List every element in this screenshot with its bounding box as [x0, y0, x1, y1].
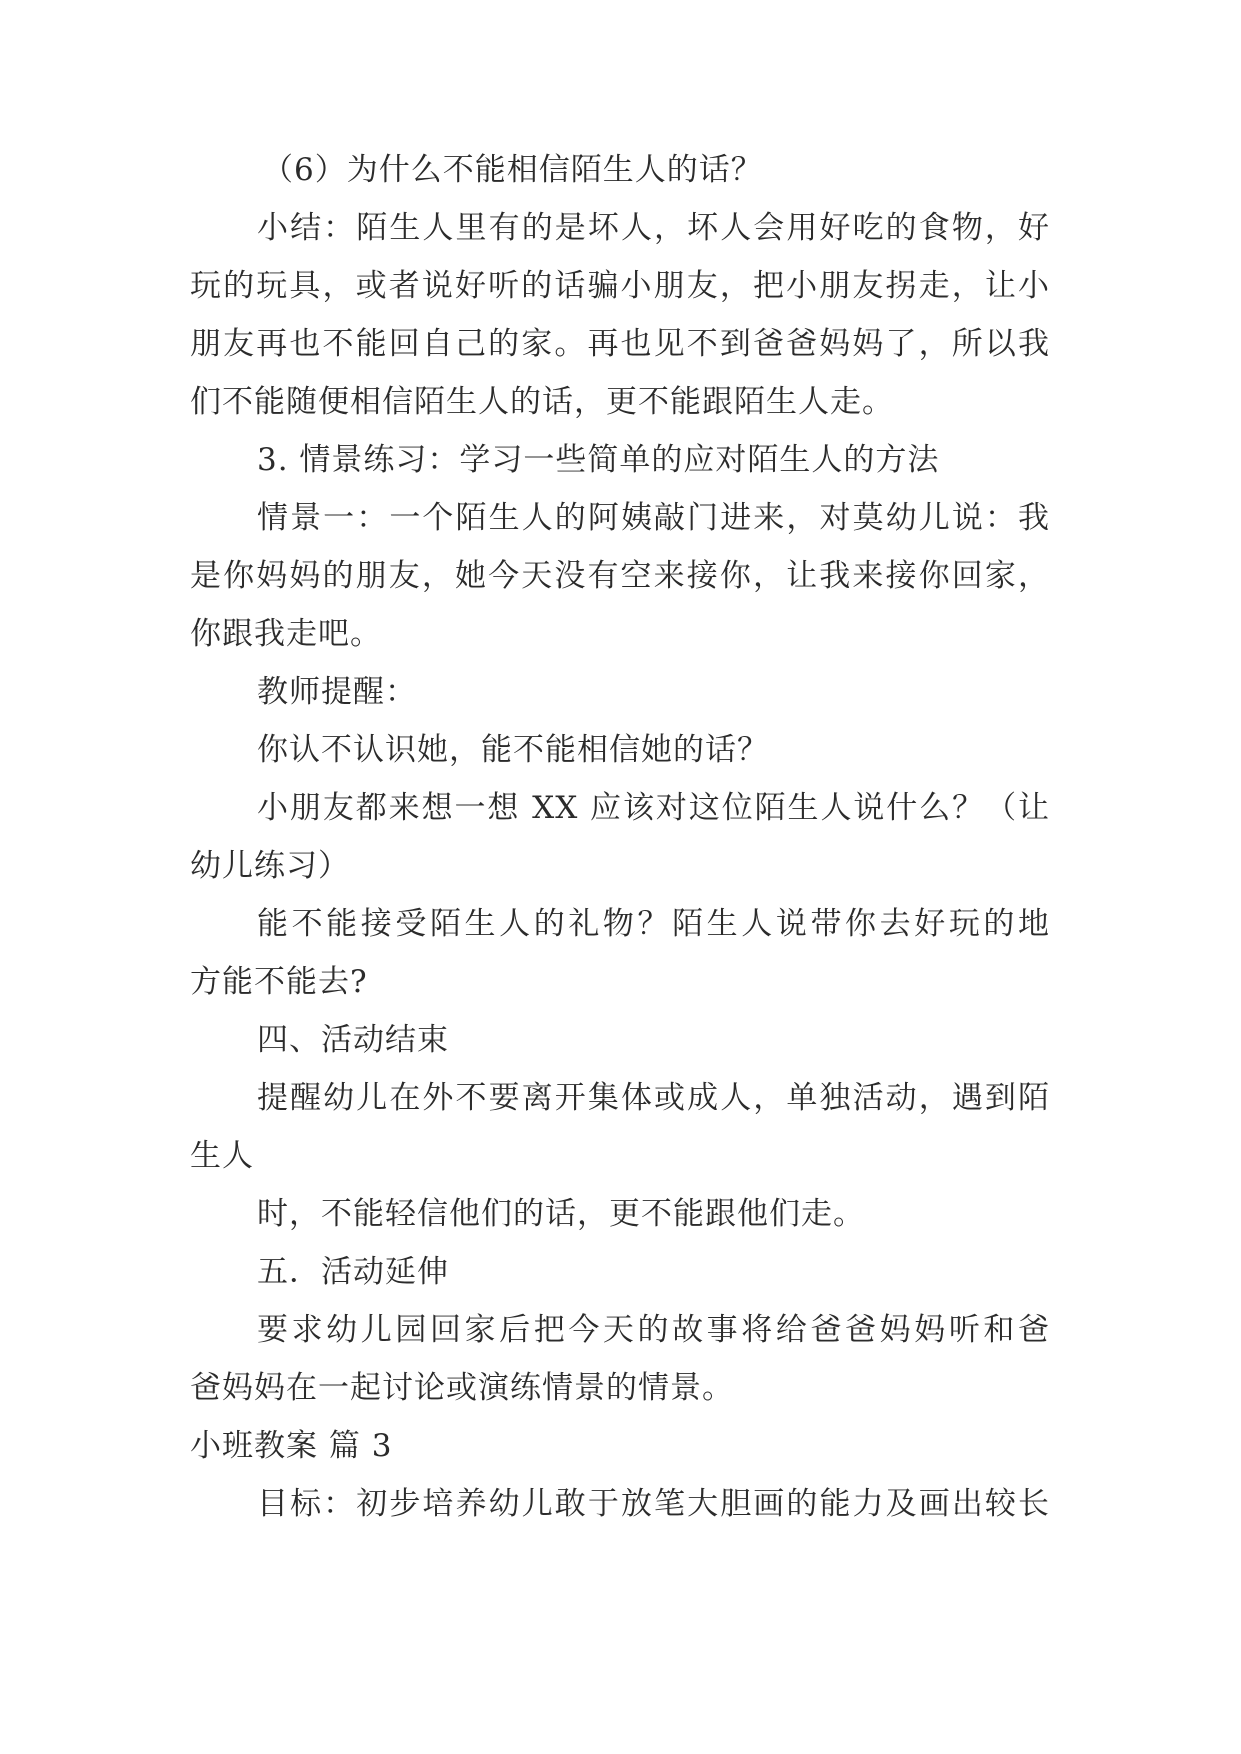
text-line: 是你妈妈的朋友，她今天没有空来接你，让我来接你回家，: [190, 558, 1050, 594]
text-line: 能不能接受陌生人的礼物？陌生人说带你去好玩的地: [257, 906, 1050, 942]
section-heading: 五．活动延伸: [257, 1254, 449, 1290]
section-heading: 四、活动结束: [257, 1022, 449, 1058]
text-line: 目标：初步培养幼儿敢于放笔大胆画的能力及画出较长: [257, 1486, 1050, 1522]
text-line: 教师提醒：: [257, 674, 417, 710]
text-line: 要求幼儿园回家后把今天的故事将给爸爸妈妈听和爸: [257, 1312, 1050, 1348]
text-line: 提醒幼儿在外不要离开集体或成人，单独活动，遇到陌: [257, 1080, 1050, 1116]
text-line: 小结：陌生人里有的是坏人，坏人会用好吃的食物，好: [257, 210, 1050, 246]
text-line: 方能不能去?: [190, 964, 368, 1000]
section-heading: 3. 情景练习：学习一些简单的应对陌生人的方法: [257, 442, 940, 478]
text-line: 朋友再也不能回自己的家。再也见不到爸爸妈妈了，所以我: [190, 326, 1050, 362]
text-line: 情景一：一个陌生人的阿姨敲门进来，对莫幼儿说：我: [257, 500, 1050, 536]
text-line: 你跟我走吧。: [190, 616, 382, 652]
text-line: 幼儿练习）: [190, 848, 350, 884]
text-line: 你认不认识她，能不能相信她的话？: [257, 732, 769, 768]
text-line: 爸妈妈在一起讨论或演练情景的情景。: [190, 1370, 734, 1406]
text-line: （6）为什么不能相信陌生人的话？: [262, 152, 763, 188]
text-line: 时，不能轻信他们的话，更不能跟他们走。: [257, 1196, 865, 1232]
text-line: 生人: [190, 1138, 254, 1174]
text-line: 们不能随便相信陌生人的话，更不能跟陌生人走。: [190, 384, 894, 420]
text-line: 小朋友都来想一想 XX 应该对这位陌生人说什么？（让: [257, 790, 1050, 826]
text-line: 玩的玩具，或者说好听的话骗小朋友，把小朋友拐走，让小: [190, 268, 1050, 304]
section-title: 小班教案 篇 3: [190, 1428, 393, 1464]
